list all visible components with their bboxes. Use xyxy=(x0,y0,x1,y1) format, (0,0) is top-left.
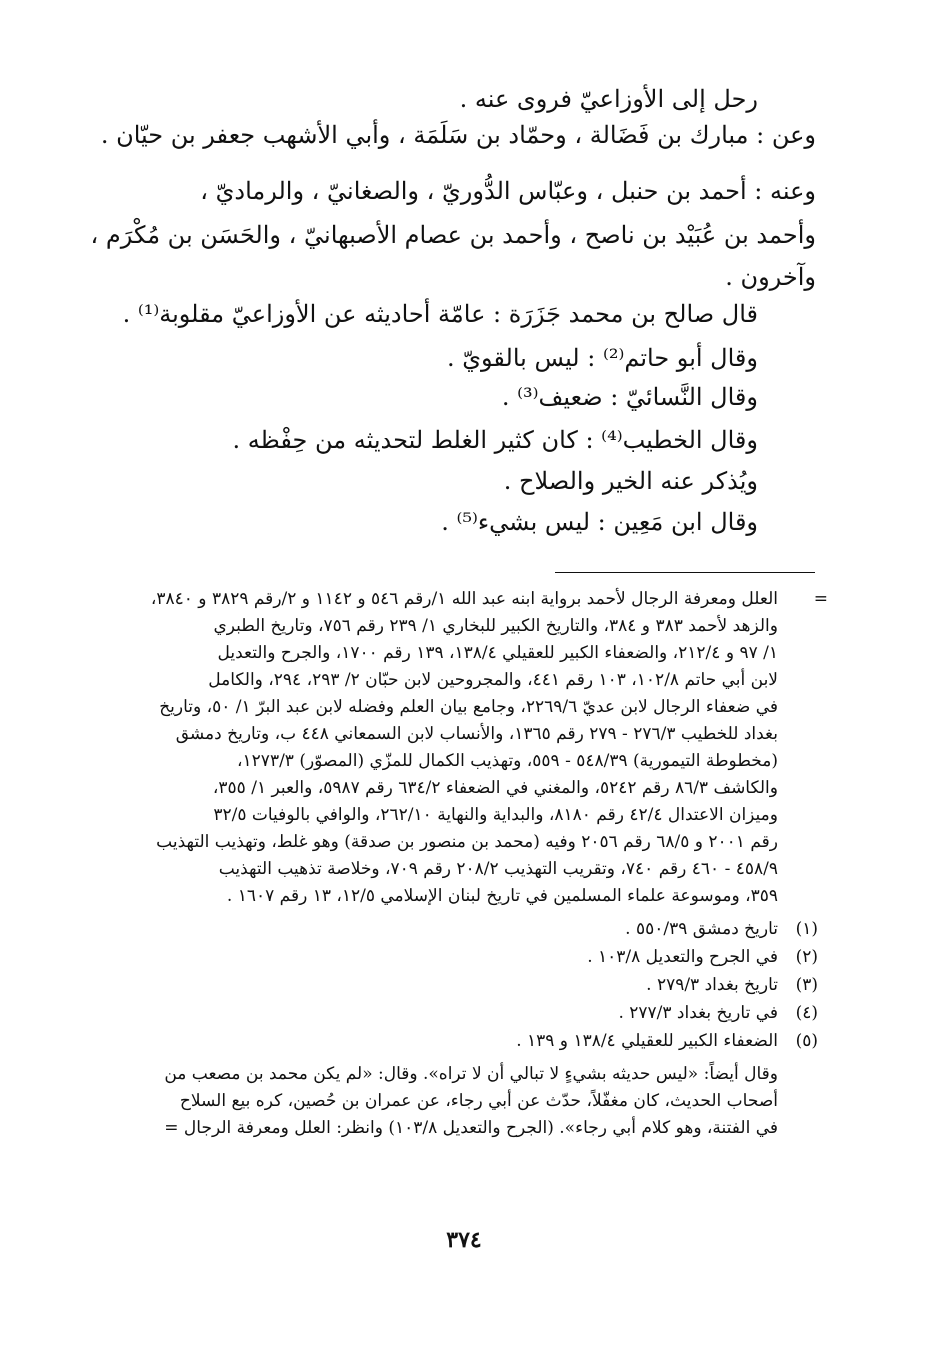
footnote-line: لابن أبي حاتم ١٠٢/٨، ١٠٣ رقم ٤٤١، والمجروحين لابن حبّان ٢/ ٢٩٣، ٢٩٤، والكامل xyxy=(208,670,778,690)
footnote-item-text: الضعفاء الكبير للعقيلي ١٣٨/٤ و ١٣٩ . xyxy=(516,1031,778,1051)
footnote-line: والكاشف ٨٦/٣ رقم ٥٢٤٢، والمغني في الضعفاء ٦٣٤/٢ رقم ٥٩٨٧، والعبر ١/ ٣٥٥، xyxy=(212,778,778,798)
main-text-line: وعن : مبارك بن فَضَالة ، وحمّاد بن سَلَمَة ، وأبي الأشهب جعفر بن حيّان . xyxy=(100,121,816,149)
footnote-line: في الفتنة، وهو كلام أبي رجاء». (الجرح والتعديل ١٠٣/٨) وانظر: العلل ومعرفة الرجال = xyxy=(164,1118,778,1138)
footnote-line: ٤٥٨/٩ - ٤٦٠ رقم ٧٤٠، وتقريب التهذيب ٢٠٨/٢ رقم ٧٠٩، وخلاصة تذهيب التهذيب xyxy=(218,859,778,879)
footnote-number: (٤) xyxy=(795,1003,818,1023)
main-text-line: وقال أبو حاتم⁽²⁾ : ليس بالقويّ . xyxy=(446,344,758,372)
main-text-line: وقال ابن مَعِين : ليس بشيء⁽⁵⁾ . xyxy=(441,508,758,536)
main-text-line: وقال الخطيب⁽⁴⁾ : كان كثير الغلط لتحديثه من حِفْظه . xyxy=(232,426,758,454)
continuation-marker: = xyxy=(813,589,828,609)
footnote-separator xyxy=(555,572,815,573)
footnote-line: رقم ٢٠٠١ و ٦٨/٥ رقم ٢٠٥٦ وفيه (محمد بن منصور بن صدقة) وهو غلط، وتهذيب التهذيب xyxy=(156,832,778,852)
main-text-line: وقال النَّسائيّ : ضعيف⁽³⁾ . xyxy=(501,383,758,411)
page-number: ٣٧٤ xyxy=(446,1227,482,1253)
footnote-item-text: في تاريخ بغداد ٢٧٧/٣ . xyxy=(618,1003,778,1023)
footnote-number: (٣) xyxy=(795,975,818,995)
main-text-line: رحل إلى الأوزاعيّ فروى عنه . xyxy=(459,85,758,113)
main-text-line: وعنه : أحمد بن حنبل ، وعبّاس الدُّوريّ ، والصغانيّ ، والرماديّ ، xyxy=(200,177,816,205)
footnote-item-text: في الجرح والتعديل ١٠٣/٨ . xyxy=(587,947,778,967)
footnote-item-text: تاريخ بغداد ٢٧٩/٣ . xyxy=(646,975,778,995)
footnote-line: والزهد لأحمد ٣٨٣ و ٣٨٤، والتاريخ الكبير للبخاري ١/ ٢٣٩ رقم ٧٥٦، وتاريخ الطبري xyxy=(213,616,778,636)
footnote-item-text: تاريخ دمشق ٥٥٠/٣٩ . xyxy=(625,919,778,939)
footnote-line: ١/ ٩٧ و ٢١٢/٤، والضعفاء الكبير للعقيلي ١٣٨/٤، ١٣٩ رقم ١٧٠٠، والجرح والتعديل xyxy=(217,643,778,663)
footnote-line: أصحاب الحديث، كان مغفّلاً، حدّث عن أبي رجاء، عن عمران بن حُصين، كره بيع السلاح xyxy=(179,1091,778,1111)
footnote-line: ٣٥٩، وموسوعة علماء المسلمين في تاريخ لبنان الإسلامي ١٢/٥، ١٣ رقم ١٦٠٧ . xyxy=(226,886,778,906)
main-text-line: ويُذكر عنه الخير والصلاح . xyxy=(503,467,758,495)
main-text-line: وأحمد بن عُبَيْد بن ناصح ، وأحمد بن عصام الأصبهانيّ ، والحَسَن بن مُكْرَم ، xyxy=(90,221,816,249)
footnote-line: وميزان الاعتدال ٤٢/٤ رقم ٨١٨٠، والبداية والنهاية ٢٦٢/١٠، والوافي بالوفيات ٣٢/٥ xyxy=(213,805,778,825)
footnote-line: في ضعفاء الرجال لابن عديّ ٢٢٦٩/٦، وجامع بيان العلم وفضله لابن عبد البرّ ١/ ٥٠، وتاريخ xyxy=(159,697,778,717)
main-text-line: وآخرون . xyxy=(725,263,816,291)
footnote-line: العلل ومعرفة الرجال لأحمد برواية ابنه عبد الله ١/رقم ٥٤٦ و ١١٤٢ و ٢/رقم ٣٨٢٩ و ٣٨٤٠، xyxy=(150,589,778,609)
footnote-line: وقال أيضاً: «ليس حديثه بشيءٍ لا تبالي أن لا تراه». وقال: «لم يكن محمد بن مصعب من xyxy=(164,1064,778,1084)
footnote-line: (مخطوطة التيمورية) ٥٤٨/٣٩ - ٥٥٩، وتهذيب الكمال للمزّي (المصوّر) ١٢٧٣/٣، xyxy=(237,751,778,771)
footnote-number: (٥) xyxy=(795,1031,818,1051)
main-text-line: قال صالح بن محمد جَزَرَة : عامّة أحاديثه عن الأوزاعيّ مقلوبة⁽¹⁾ . xyxy=(122,300,758,328)
footnote-line: بغداد للخطيب ٢٧٦/٣ - ٢٧٩ رقم ١٣٦٥، والأنساب لابن السمعاني ٤٤٨ ب، وتاريخ دمشق xyxy=(175,724,778,744)
footnote-number: (١) xyxy=(795,919,818,939)
footnote-number: (٢) xyxy=(795,947,818,967)
